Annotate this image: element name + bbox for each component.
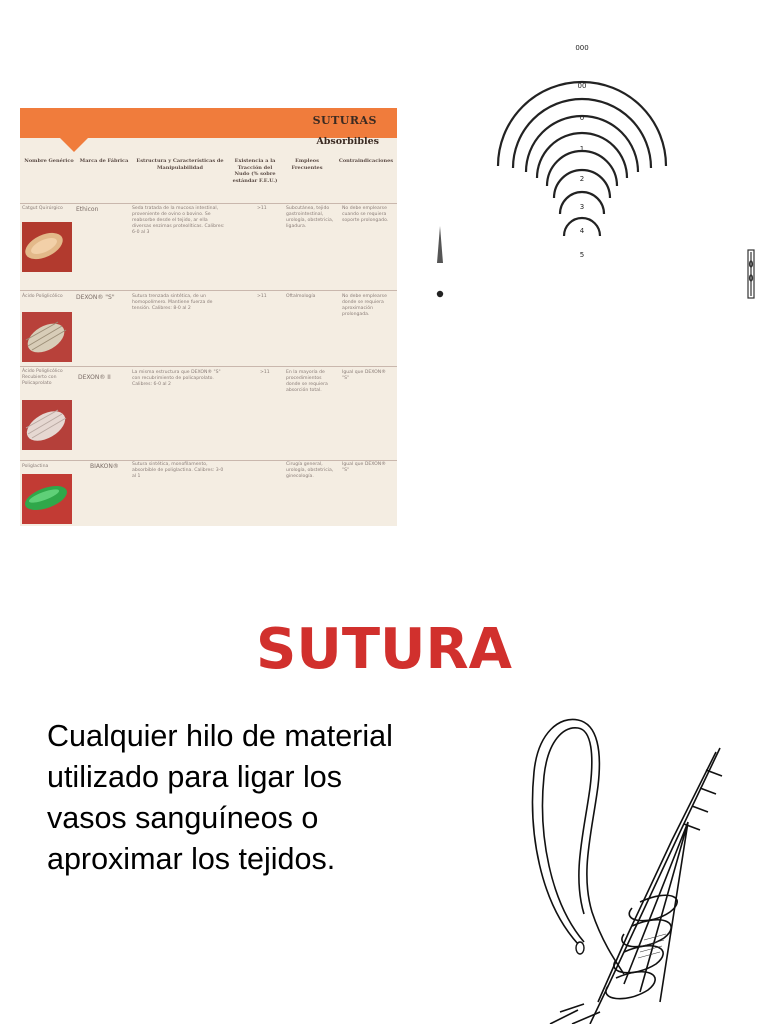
biakon-photo — [22, 474, 72, 524]
table-cell: DEXON® "S" — [76, 294, 115, 301]
table-header-notch — [58, 136, 90, 152]
needle-size-label: 4 — [579, 227, 585, 235]
table-cell: No debe emplearse cuando se requiera soporte prolongado. — [342, 206, 389, 223]
table-cell: DEXON® II — [78, 374, 111, 381]
table-cell: Ácido Poliglicólico — [22, 294, 63, 299]
definition-text: Cualquier hilo de material utilizado para ligar los vasos sanguíneos o aproximar los tejidos. — [47, 719, 393, 876]
column-header: Nombre Genérico — [24, 158, 74, 164]
table-cell: Cirugía general, urología, obstetricia, ginecología. — [286, 462, 334, 479]
table-cell: Sutura trenzada sintética, de un homopolímero. Mantiene fuerza de tensión. Calibres: 8-0 al 2 — [132, 294, 213, 311]
table-cell: >11 — [257, 294, 267, 299]
column-header: Existencia a la Tracción del Nudo (% sobre estándar F.E.U.) — [232, 158, 278, 184]
column-header: Contraindicaciones — [338, 158, 394, 164]
dexon-s-photo — [22, 312, 72, 362]
table-cell: Igual que DEXON® "S" — [342, 462, 386, 473]
needle-cross-section-icon — [437, 291, 443, 297]
table-cell: Igual que DEXON® "S" — [342, 370, 386, 381]
table-cell: BIAKON® — [90, 463, 119, 470]
table-cell: Sutura sintética, monofilamento, absorbible de poliglactina. Calibres: 3-0 al 1 — [132, 462, 224, 479]
table-cell: Poliglactina — [22, 464, 49, 469]
table-cell: Oftalmología — [286, 294, 316, 299]
needle-size-label: 2 — [579, 175, 585, 183]
dexon-ii-photo — [22, 400, 72, 450]
table-rule — [20, 366, 397, 367]
curved-needle-chart-icon — [430, 38, 768, 318]
page-title: SUTURA — [256, 617, 512, 682]
column-header: Marca de Fábrica — [79, 158, 129, 164]
table-cell: La misma estructura que DEXON® "S" con recubrimiento de policaprolato. Calibres: 6-0 al 2 — [132, 370, 221, 387]
table-cell: Catgut Quirúrgico — [22, 206, 63, 211]
table-rule — [20, 203, 397, 204]
table-cell: >11 — [257, 206, 267, 211]
needle-size-label: 1 — [579, 145, 585, 153]
needle-eye-icon — [748, 250, 754, 298]
catgut-photo — [22, 222, 72, 272]
table-cell: Seda tratada de la mucosa intestinal, proveniente de ovino o bovino. Se reabsorbe desde el tejido, ar ella diversas enzimas proteolíticas. Calibres: 6-0 al 3 — [132, 206, 225, 235]
table-cell: No debe emplearse donde se requiera aproximación prolongada. — [342, 294, 387, 317]
table-rule — [20, 290, 397, 291]
needle-size-label: 5 — [579, 251, 585, 259]
needle-point-icon — [437, 226, 443, 263]
suture-knot-illustration-icon — [520, 712, 740, 1024]
column-header: Estructura y Características de Manipulabilidad — [136, 158, 224, 171]
table-cell: Subcutánea, tejido gastrointestinal, urología, obstetricia, ligadura. — [286, 206, 334, 229]
table-rule — [20, 460, 397, 461]
suture-table-image — [20, 108, 397, 526]
column-header: Empleos Frecuentes — [291, 158, 323, 171]
table-cell: >11 — [260, 370, 270, 375]
table-title: SUTURAS — [312, 114, 377, 127]
needle-size-label: 00 — [577, 82, 587, 90]
table-cell: En la mayoría de procedimientos donde se requiera absorción total. — [286, 370, 328, 393]
table-subtitle: Absorbibles — [316, 136, 379, 147]
needle-size-label: 3 — [579, 203, 585, 211]
table-cell: Ácido Poliglicólico Recubierto con Policaprolato — [22, 369, 63, 386]
needle-size-label: 000 — [575, 44, 589, 52]
table-cell: Ethicon — [76, 206, 99, 213]
needle-size-label: 0 — [579, 114, 585, 122]
